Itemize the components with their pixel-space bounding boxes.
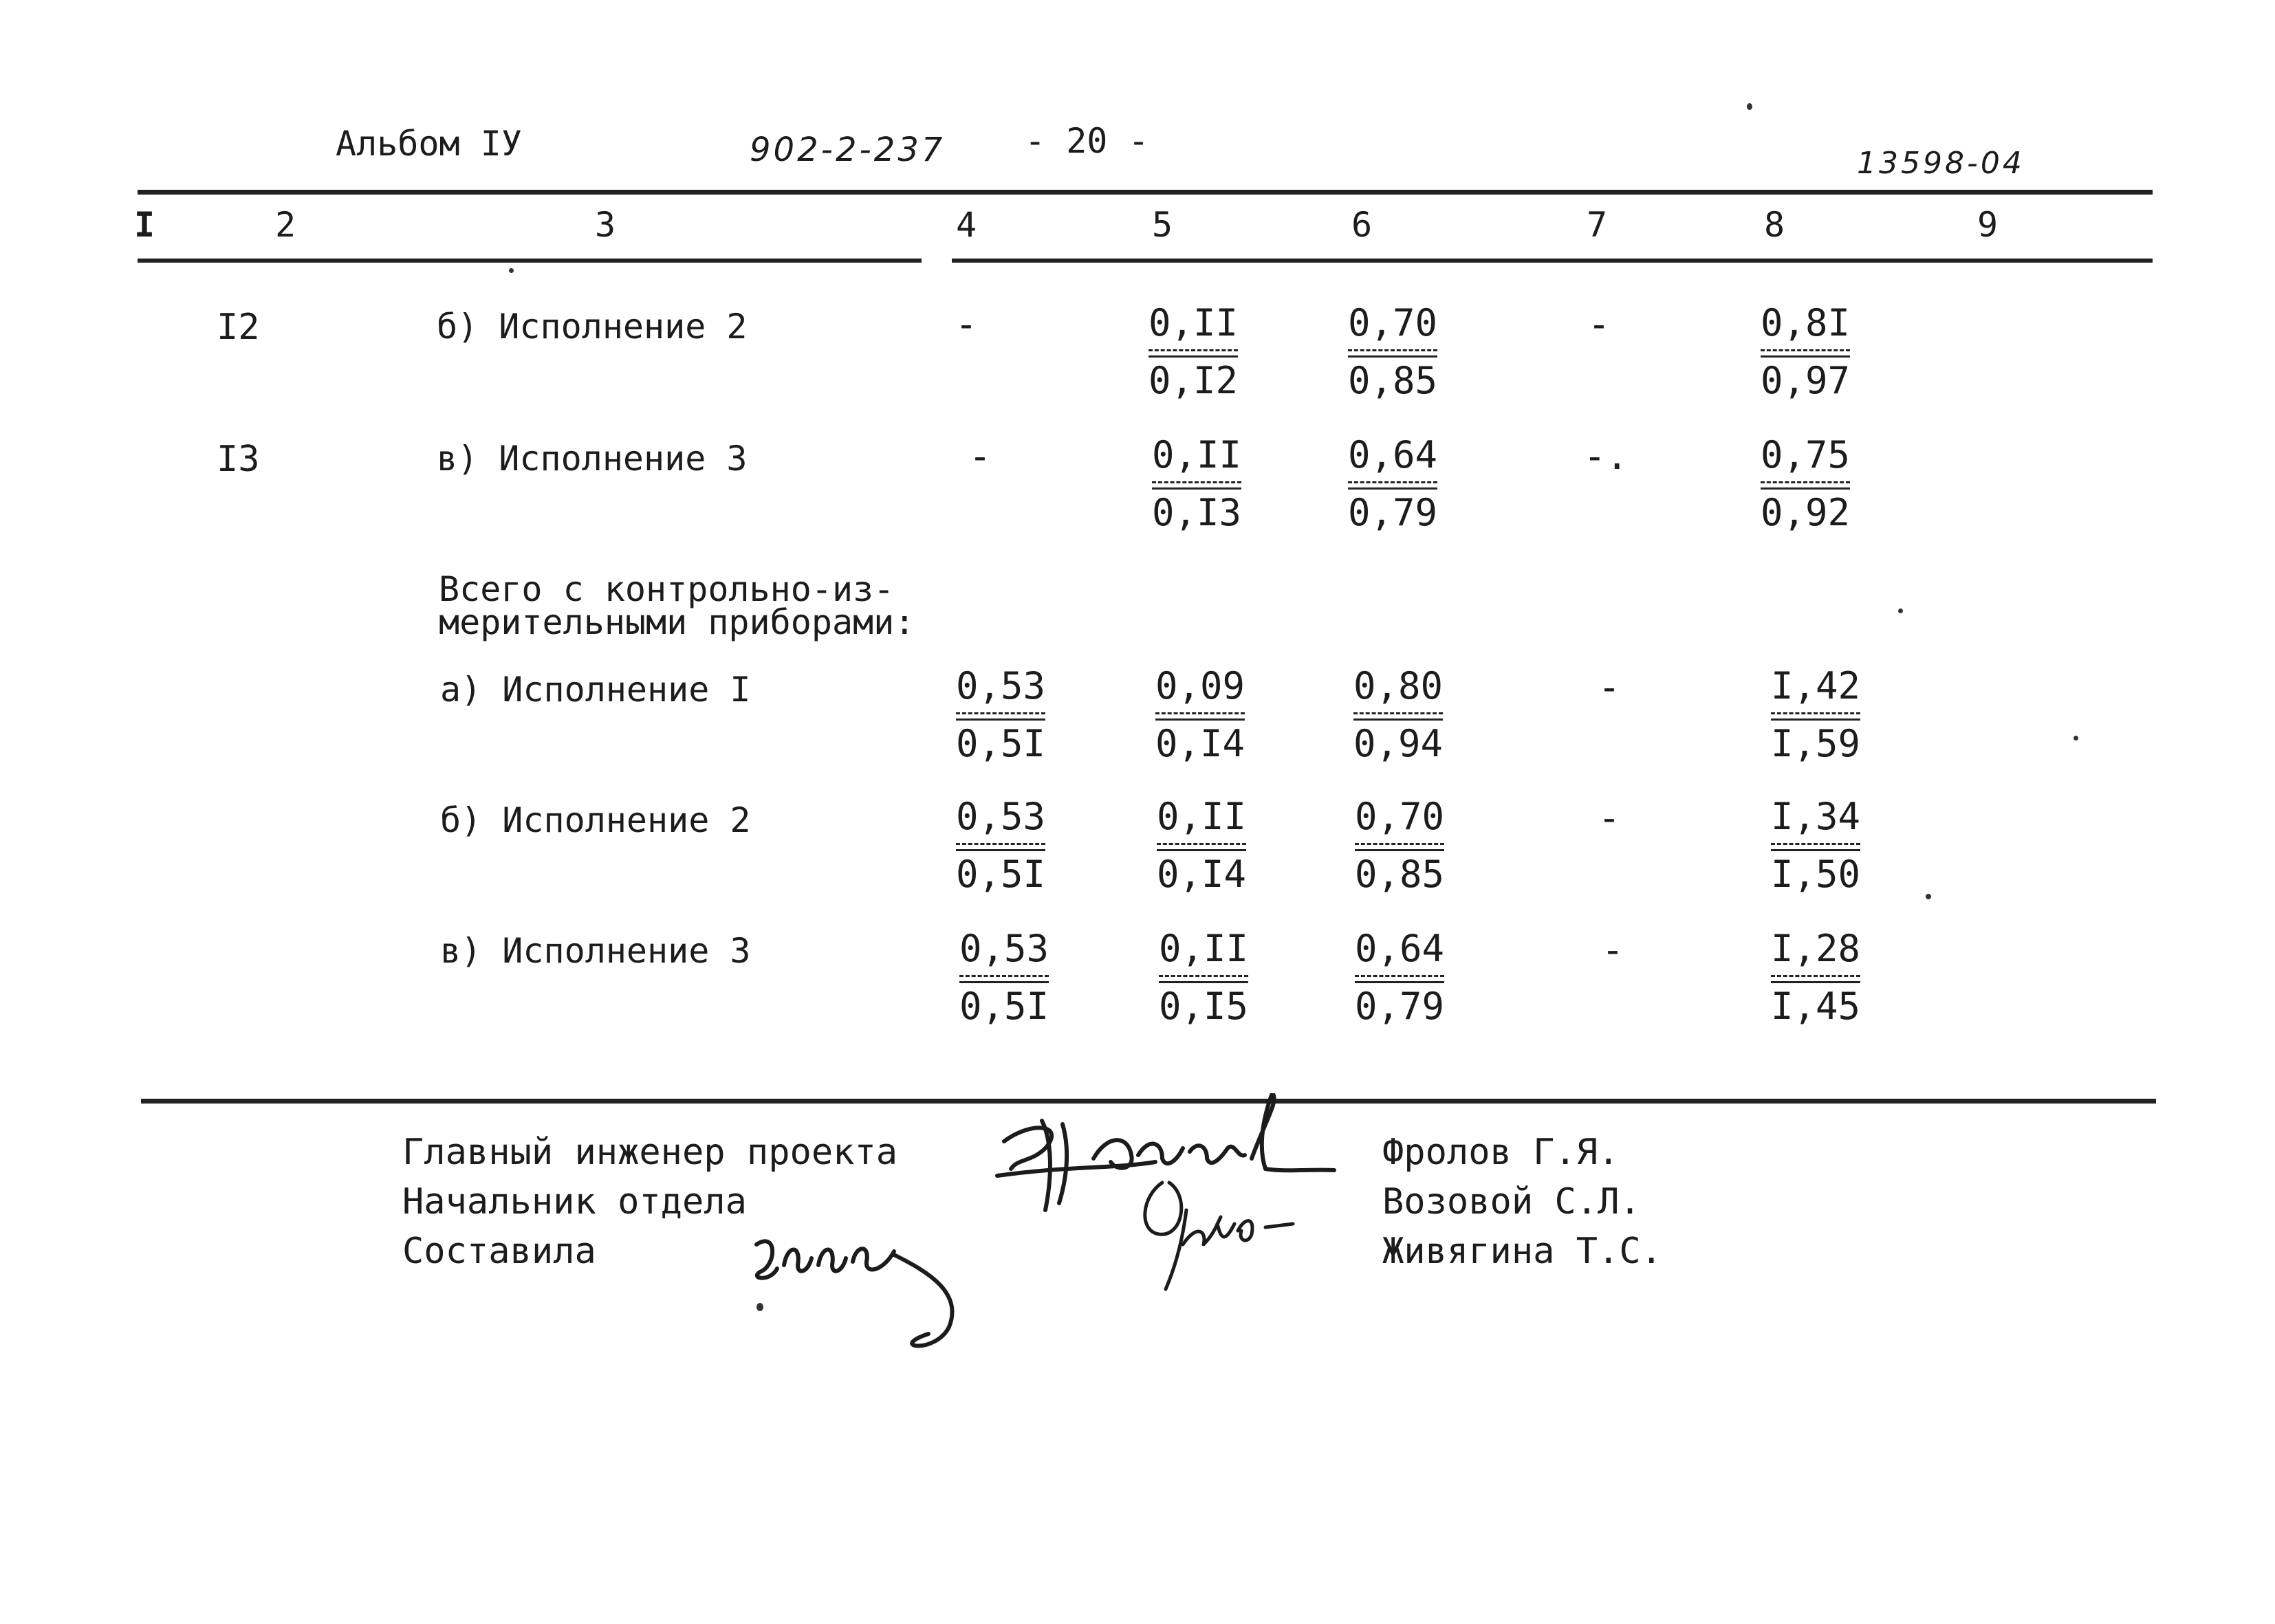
total-b-col-4 bbox=[942, 796, 1059, 895]
page-number: - 20 - bbox=[1025, 121, 1149, 161]
fraction-numerator: 0,II bbox=[1148, 301, 1239, 344]
column-number-2: 2 bbox=[274, 205, 296, 245]
fraction-bar bbox=[956, 843, 1045, 851]
fraction-numerator: 0,09 bbox=[1155, 664, 1245, 707]
fraction-bar bbox=[1771, 975, 1860, 983]
fraction-denominator: 0,85 bbox=[1347, 359, 1438, 402]
row-12-col-8 bbox=[1747, 303, 1864, 402]
signature-name-department-head: Возовой С.Л. bbox=[1382, 1181, 1641, 1222]
album-label: Альбом IУ bbox=[336, 124, 522, 164]
row-13-col-6 bbox=[1334, 435, 1451, 534]
fraction-numerator: 0,64 bbox=[1347, 433, 1438, 476]
fraction-bar bbox=[1157, 843, 1246, 851]
fraction-bar bbox=[1152, 481, 1241, 490]
total-b-col-8 bbox=[1757, 796, 1874, 895]
fraction-bar bbox=[1353, 712, 1443, 721]
column-number-3: 3 bbox=[594, 205, 616, 245]
total-b-col-7: - bbox=[1598, 796, 1621, 840]
fraction-numerator: 0,70 bbox=[1347, 301, 1438, 344]
total-heading-line-2: мерительными приборами: bbox=[439, 602, 915, 642]
fraction-bar bbox=[1761, 349, 1850, 358]
row-12-col-4: - bbox=[955, 303, 978, 346]
signature-role-chief-engineer: Главный инженер проекта bbox=[402, 1132, 898, 1173]
scan-speck bbox=[1898, 608, 1903, 613]
fraction-denominator: 0,I4 bbox=[1155, 722, 1245, 765]
row-label-12: б) Исполнение 2 bbox=[437, 307, 748, 347]
total-label-a: а) Исполнение I bbox=[440, 670, 751, 710]
column-number-7: 7 bbox=[1586, 205, 1608, 245]
fraction-bar bbox=[1355, 843, 1444, 851]
fraction-denominator: I,45 bbox=[1770, 985, 1861, 1028]
row-13-col-4: - bbox=[968, 435, 992, 478]
fraction-bar bbox=[1771, 712, 1860, 721]
fraction-numerator: 0,53 bbox=[955, 795, 1046, 838]
fraction-denominator: 0,79 bbox=[1354, 985, 1445, 1028]
row-number-12: I2 bbox=[217, 307, 260, 348]
fraction-denominator: 0,92 bbox=[1760, 491, 1851, 534]
handwritten-signature-department-head bbox=[1135, 1169, 1314, 1293]
signature-name-compiler: Живягина Т.С. bbox=[1382, 1231, 1662, 1272]
fraction-numerator: I,42 bbox=[1770, 664, 1861, 707]
top-rule bbox=[138, 190, 2153, 195]
total-c-col-4 bbox=[946, 928, 1063, 1027]
handwritten-signature-compiler bbox=[736, 1217, 1011, 1354]
fraction-numerator: 0,75 bbox=[1760, 433, 1851, 476]
total-b-col-5 bbox=[1143, 796, 1260, 895]
scan-speck bbox=[509, 268, 514, 273]
column-number-9: 9 bbox=[1977, 205, 1999, 245]
series-code: 902-2-237 bbox=[750, 131, 946, 169]
column-number-5: 5 bbox=[1151, 205, 1173, 245]
row-12-col-5 bbox=[1135, 303, 1252, 402]
fraction-bar bbox=[1771, 843, 1860, 851]
row-13-col-8 bbox=[1747, 435, 1864, 534]
fraction-bar bbox=[1761, 481, 1850, 490]
total-a-col-6 bbox=[1340, 666, 1457, 765]
row-12-col-7: - bbox=[1587, 303, 1611, 346]
total-a-col-4 bbox=[942, 666, 1059, 765]
row-12-col-6 bbox=[1334, 303, 1451, 402]
signature-role-department-head: Начальник отдела bbox=[402, 1181, 747, 1222]
column-header-rule-left bbox=[138, 259, 922, 263]
total-label-b: б) Исполнение 2 bbox=[440, 800, 751, 840]
total-a-col-5 bbox=[1142, 666, 1259, 765]
fraction-denominator: 0,I2 bbox=[1148, 359, 1239, 402]
fraction-denominator: 0,5I bbox=[955, 853, 1046, 896]
scan-speck bbox=[1926, 894, 1931, 899]
fraction-denominator: 0,94 bbox=[1353, 722, 1444, 765]
fraction-denominator: 0,85 bbox=[1354, 853, 1445, 896]
fraction-numerator: 0,II bbox=[1158, 927, 1249, 970]
column-number-1: I bbox=[133, 205, 155, 245]
total-a-col-8 bbox=[1757, 666, 1874, 765]
row-13-col-7: -. bbox=[1583, 435, 1629, 478]
total-c-col-5 bbox=[1145, 928, 1262, 1027]
fraction-bar bbox=[1348, 349, 1437, 358]
signature-name-chief-engineer: Фролов Г.Я. bbox=[1382, 1132, 1620, 1173]
fraction-denominator: I,50 bbox=[1770, 853, 1861, 896]
column-number-8: 8 bbox=[1763, 205, 1785, 245]
fraction-bar bbox=[1159, 975, 1248, 983]
fraction-numerator: 0,70 bbox=[1354, 795, 1445, 838]
fraction-numerator: 0,53 bbox=[955, 664, 1046, 707]
fraction-denominator: 0,5I bbox=[959, 985, 1049, 1028]
scan-speck bbox=[756, 1303, 763, 1311]
scan-speck bbox=[1747, 103, 1752, 110]
fraction-numerator: 0,II bbox=[1151, 433, 1242, 476]
fraction-numerator: I,34 bbox=[1770, 795, 1861, 838]
row-label-13: в) Исполнение 3 bbox=[437, 439, 748, 479]
fraction-numerator: 0,II bbox=[1156, 795, 1247, 838]
scan-speck bbox=[2073, 736, 2078, 740]
fraction-bar bbox=[1155, 712, 1245, 721]
document-number: 13598-04 bbox=[1857, 146, 2025, 181]
fraction-bar bbox=[1348, 481, 1437, 490]
fraction-denominator: 0,I3 bbox=[1151, 491, 1242, 534]
fraction-numerator: I,28 bbox=[1770, 927, 1861, 970]
total-c-col-6 bbox=[1341, 928, 1458, 1027]
total-c-col-8 bbox=[1757, 928, 1874, 1027]
fraction-bar bbox=[959, 975, 1049, 983]
signature-role-compiler: Составила bbox=[402, 1231, 596, 1272]
total-heading-line-1: Всего с контрольно-из- bbox=[439, 569, 895, 609]
total-c-col-7: - bbox=[1601, 928, 1624, 972]
fraction-bar bbox=[956, 712, 1045, 721]
fraction-denominator: 0,79 bbox=[1347, 491, 1438, 534]
fraction-denominator: 0,97 bbox=[1760, 359, 1851, 402]
fraction-numerator: 0,80 bbox=[1353, 664, 1444, 707]
fraction-numerator: 0,53 bbox=[959, 927, 1049, 970]
column-header-rule-right bbox=[952, 259, 2153, 263]
total-b-col-6 bbox=[1341, 796, 1458, 895]
total-a-col-7: - bbox=[1598, 666, 1621, 709]
fraction-denominator: 0,5I bbox=[955, 722, 1046, 765]
fraction-numerator: 0,8I bbox=[1760, 301, 1851, 344]
fraction-denominator: 0,I5 bbox=[1158, 985, 1249, 1028]
column-number-6: 6 bbox=[1351, 205, 1373, 245]
column-number-4: 4 bbox=[955, 205, 977, 245]
fraction-denominator: 0,I4 bbox=[1156, 853, 1247, 896]
fraction-denominator: I,59 bbox=[1770, 722, 1861, 765]
fraction-bar bbox=[1355, 975, 1444, 983]
total-label-c: в) Исполнение 3 bbox=[440, 931, 751, 971]
row-number-13: I3 bbox=[217, 439, 260, 480]
row-13-col-5 bbox=[1138, 435, 1255, 534]
fraction-numerator: 0,64 bbox=[1354, 927, 1445, 970]
fraction-bar bbox=[1149, 349, 1238, 358]
